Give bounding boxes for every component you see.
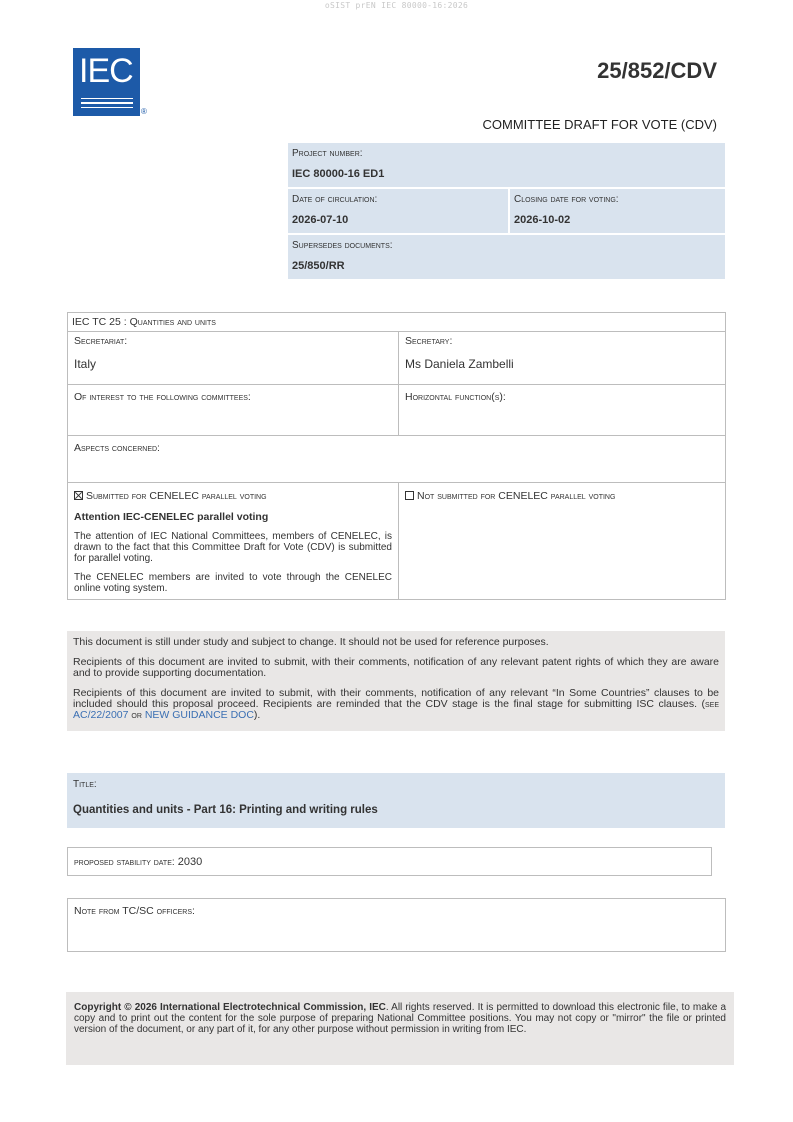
- tc-prefix: IEC TC 25 :: [72, 316, 127, 328]
- officers-note-label: Note from TC/SC officers:: [74, 905, 195, 917]
- horizontal-label: Horizontal function(s):: [405, 391, 506, 403]
- project-number-label: Project number:: [292, 148, 363, 159]
- stability-label: proposed stability date:: [74, 857, 175, 868]
- project-number-value: IEC 80000-16 ED1: [292, 168, 385, 180]
- horizontal-cell: [399, 385, 726, 436]
- secretary-value: Ms Daniela Zambelli: [405, 357, 514, 371]
- project-number-row: [288, 143, 725, 189]
- supersedes-label: Supersedes documents:: [292, 240, 393, 251]
- cenelec-not-submitted-cell: [399, 483, 726, 600]
- aspects-cell: [68, 436, 726, 483]
- new-guidance-doc-link[interactable]: NEW GUIDANCE DOC: [144, 709, 254, 721]
- interest-cell: [68, 385, 399, 436]
- notice-paragraph-1: This document is still under study and subject to change. It should not be used for reference purposes.: [73, 636, 549, 648]
- logo-text: IEC: [79, 52, 133, 90]
- ac-22-2007-link[interactable]: AC/22/2007: [73, 709, 129, 721]
- copyright-bold: Copyright © 2026 International Electrotechnical Commission, IEC: [74, 1002, 386, 1013]
- copyright-text: . All rights reserved. It is permitted to download this electronic file, to make a copy and to print out the content for the sole purpose of preparing National Committee positions. You may not copy or "mirror" the file or printed version of the document, or any part of it, for any other purpose without permission in writing from IEC.: [74, 1002, 727, 1035]
- committee-table: [67, 312, 726, 600]
- closing-cell: [510, 189, 625, 233]
- attention-heading: Attention IEC-CENELEC parallel voting: [74, 511, 269, 523]
- dates-row: [288, 189, 725, 235]
- iec-logo: [73, 48, 140, 116]
- submitted-option[interactable]: [74, 490, 392, 502]
- stability-date-box: [67, 847, 712, 876]
- attention-paragraph-2: The CENELEC members are invited to vote through the CENELEC online voting system.: [74, 572, 392, 594]
- watermark: oSIST prEN IEC 80000-16:2026: [324, 1, 469, 10]
- notice-panel: [67, 631, 725, 731]
- or-word: or: [131, 709, 142, 721]
- secretary-label: Secretary:: [405, 335, 453, 347]
- tc-name: Quantities and units: [129, 316, 216, 328]
- circulation-value: 2026-07-10: [292, 214, 349, 226]
- notice-end: ).: [253, 709, 261, 721]
- document-type: COMMITTEE DRAFT FOR VOTE (CDV): [482, 117, 717, 132]
- logo-lines: [81, 98, 133, 111]
- attention-paragraph-1: The attention of IEC National Committees, members of CENELEC, is drawn to the fact that this Committee Draft for Vote (CDV) is submitted for parallel voting.: [74, 531, 392, 564]
- notice-paragraph-3: [73, 688, 719, 721]
- copyright-notice: [66, 992, 734, 1065]
- unchecked-checkbox-icon[interactable]: [405, 491, 414, 500]
- title-value: Quantities and units - Part 16: Printing and writing rules: [73, 804, 378, 816]
- checked-checkbox-icon[interactable]: [74, 491, 83, 500]
- secretariat-label: Secretariat:: [74, 335, 128, 347]
- officers-note-box: [67, 898, 726, 952]
- supersedes-value: 25/850/RR: [292, 260, 345, 272]
- stability-value: 2030: [177, 856, 203, 868]
- registered-mark: ®: [141, 107, 147, 116]
- circulation-cell: [288, 189, 510, 233]
- not-submitted-option[interactable]: [405, 490, 719, 502]
- aspects-label: Aspects concerned:: [74, 442, 160, 454]
- closing-label: Closing date for voting:: [514, 194, 619, 205]
- title-label: Title:: [73, 779, 97, 790]
- interest-label: Of interest to the following committees:: [74, 391, 251, 403]
- document-number: 25/852/CDV: [597, 58, 717, 83]
- not-submitted-label: Not submitted for CENELEC parallel voting: [417, 490, 616, 502]
- supersedes-row: [288, 235, 725, 279]
- submitted-label: Submitted for CENELEC parallel voting: [86, 490, 267, 502]
- cenelec-submitted-cell: [68, 483, 399, 600]
- secretariat-value: Italy: [74, 357, 97, 371]
- see-word: see: [704, 698, 719, 710]
- circulation-label: Date of circulation:: [292, 194, 378, 205]
- project-info-panel: [288, 143, 725, 279]
- title-panel: [67, 773, 725, 828]
- notice-paragraph-2: Recipients of this document are invited to submit, with their comments, notification of any relevant patent rights of which they are aware and to provide supporting documentation.: [73, 656, 719, 679]
- secretariat-cell: [68, 332, 399, 385]
- closing-value: 2026-10-02: [514, 214, 571, 226]
- notice-paragraph-3-text: Recipients of this document are invited to submit, with their comments, notification of any relevant “In Some Countries” clauses to be included should this proposal proceed. Recipients are reminded that the CDV stage is the final stage for submitting ISC clauses. (: [73, 687, 719, 710]
- tc-row: [68, 313, 726, 332]
- secretary-cell: [399, 332, 726, 385]
